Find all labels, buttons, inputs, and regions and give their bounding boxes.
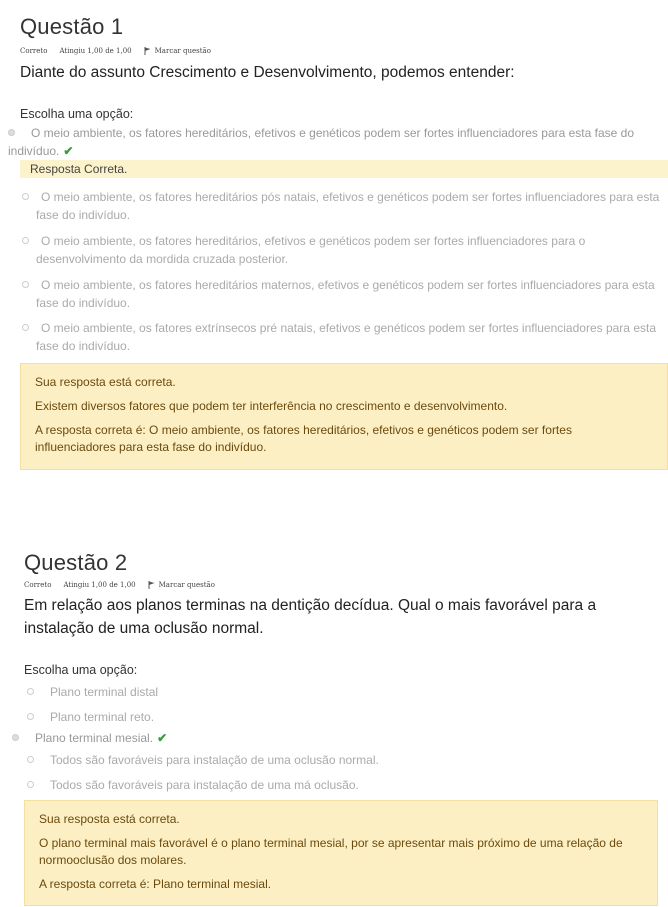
flag-question-link[interactable] <box>148 581 215 589</box>
radio-button[interactable] <box>27 781 34 788</box>
option-text: Todos são favoráveis para instalação de uma oclusão normal. <box>50 753 379 767</box>
correct-answer-strip: Resposta Correta. <box>20 160 668 178</box>
choose-label: Escolha uma opção: <box>24 663 138 677</box>
option-text: O meio ambiente, os fatores hereditários, efetivos e genéticos podem ser fortes influenciadores para esta fase do indivíduo. <box>8 126 634 158</box>
check-icon: ✔ <box>63 144 74 158</box>
option-text: O meio ambiente, os fatores hereditários pós natais, efetivos e genéticos podem ser fortes influenciadores para esta fase do indivíduo. <box>36 190 660 222</box>
flag-icon <box>144 47 151 55</box>
option-2[interactable] <box>27 708 647 726</box>
feedback-result: Sua resposta está correta. <box>39 812 180 826</box>
question-status: Correto <box>20 47 48 55</box>
option-text: Plano terminal distal <box>50 685 159 699</box>
feedback-right-answer: A resposta correta é: Plano terminal mesial. <box>39 877 272 891</box>
flag-label: Marcar questão <box>158 581 215 589</box>
radio-button[interactable] <box>22 324 29 331</box>
radio-button[interactable] <box>27 713 34 720</box>
check-icon: ✔ <box>157 731 168 745</box>
radio-selected[interactable] <box>8 129 15 136</box>
question-score: Atingiu 1,00 de 1,00 <box>59 47 132 55</box>
feedback-result: Sua resposta está correta. <box>35 375 176 389</box>
question-status: Correto <box>24 581 52 589</box>
question-title: Questão 1 <box>20 14 124 39</box>
option-text: O meio ambiente, os fatores hereditários, efetivos e genéticos podem ser fortes influenciadores para o desenvolvimento da mordida cruzada posterior. <box>36 234 586 266</box>
option-1[interactable] <box>8 124 658 160</box>
question-score: Atingiu 1,00 de 1,00 <box>63 581 136 589</box>
option-text: Plano terminal mesial. <box>35 731 154 745</box>
option-3[interactable] <box>12 729 642 747</box>
feedback-explanation: Existem diversos fatores que podem ter interferência no crescimento e desenvolvimento. <box>35 399 508 413</box>
option-2[interactable] <box>22 188 666 224</box>
feedback-box <box>20 363 668 470</box>
flag-question-link[interactable] <box>144 47 211 55</box>
option-text: Plano terminal reto. <box>50 710 155 724</box>
feedback-explanation: O plano terminal mais favorável é o plano terminal mesial, por se apresentar mais próximo de uma relação de normooclusão dos molares. <box>39 836 623 867</box>
question-meta <box>20 47 223 55</box>
option-text: O meio ambiente, os fatores extrínsecos pré natais, efetivos e genéticos podem ser fortes influenciadores para esta fase do indivíduo. <box>36 321 656 353</box>
option-3[interactable] <box>22 232 666 268</box>
flag-icon <box>148 581 155 589</box>
radio-button[interactable] <box>22 237 29 244</box>
feedback-box <box>24 800 658 906</box>
flag-label: Marcar questão <box>154 47 211 55</box>
option-4[interactable] <box>27 751 647 769</box>
option-1[interactable] <box>27 683 647 701</box>
option-4[interactable] <box>22 276 666 312</box>
option-5[interactable] <box>27 776 647 794</box>
question-prompt: Em relação aos planos terminas na dentição decídua. Qual o mais favorável para a instalação de uma oclusão normal. <box>24 597 597 637</box>
question-meta <box>24 581 227 589</box>
choose-label: Escolha uma opção: <box>20 107 134 121</box>
radio-button[interactable] <box>27 688 34 695</box>
radio-button[interactable] <box>22 193 29 200</box>
option-text: Todos são favoráveis para instalação de uma má oclusão. <box>50 778 359 792</box>
radio-button[interactable] <box>22 281 29 288</box>
radio-selected[interactable] <box>12 734 19 741</box>
question-title: Questão 2 <box>24 550 128 575</box>
option-text: O meio ambiente, os fatores hereditários maternos, efetivos e genéticos podem ser fortes influenciadores para esta fase do indivíduo. <box>36 278 655 310</box>
radio-button[interactable] <box>27 756 34 763</box>
option-5[interactable] <box>22 319 666 355</box>
question-prompt: Diante do assunto Crescimento e Desenvolvimento, podemos entender: <box>20 64 515 81</box>
feedback-right-answer: A resposta correta é: O meio ambiente, os fatores hereditários, efetivos e genéticos podem ser fortes influenciadores para esta fase do indivíduo. <box>35 423 572 454</box>
